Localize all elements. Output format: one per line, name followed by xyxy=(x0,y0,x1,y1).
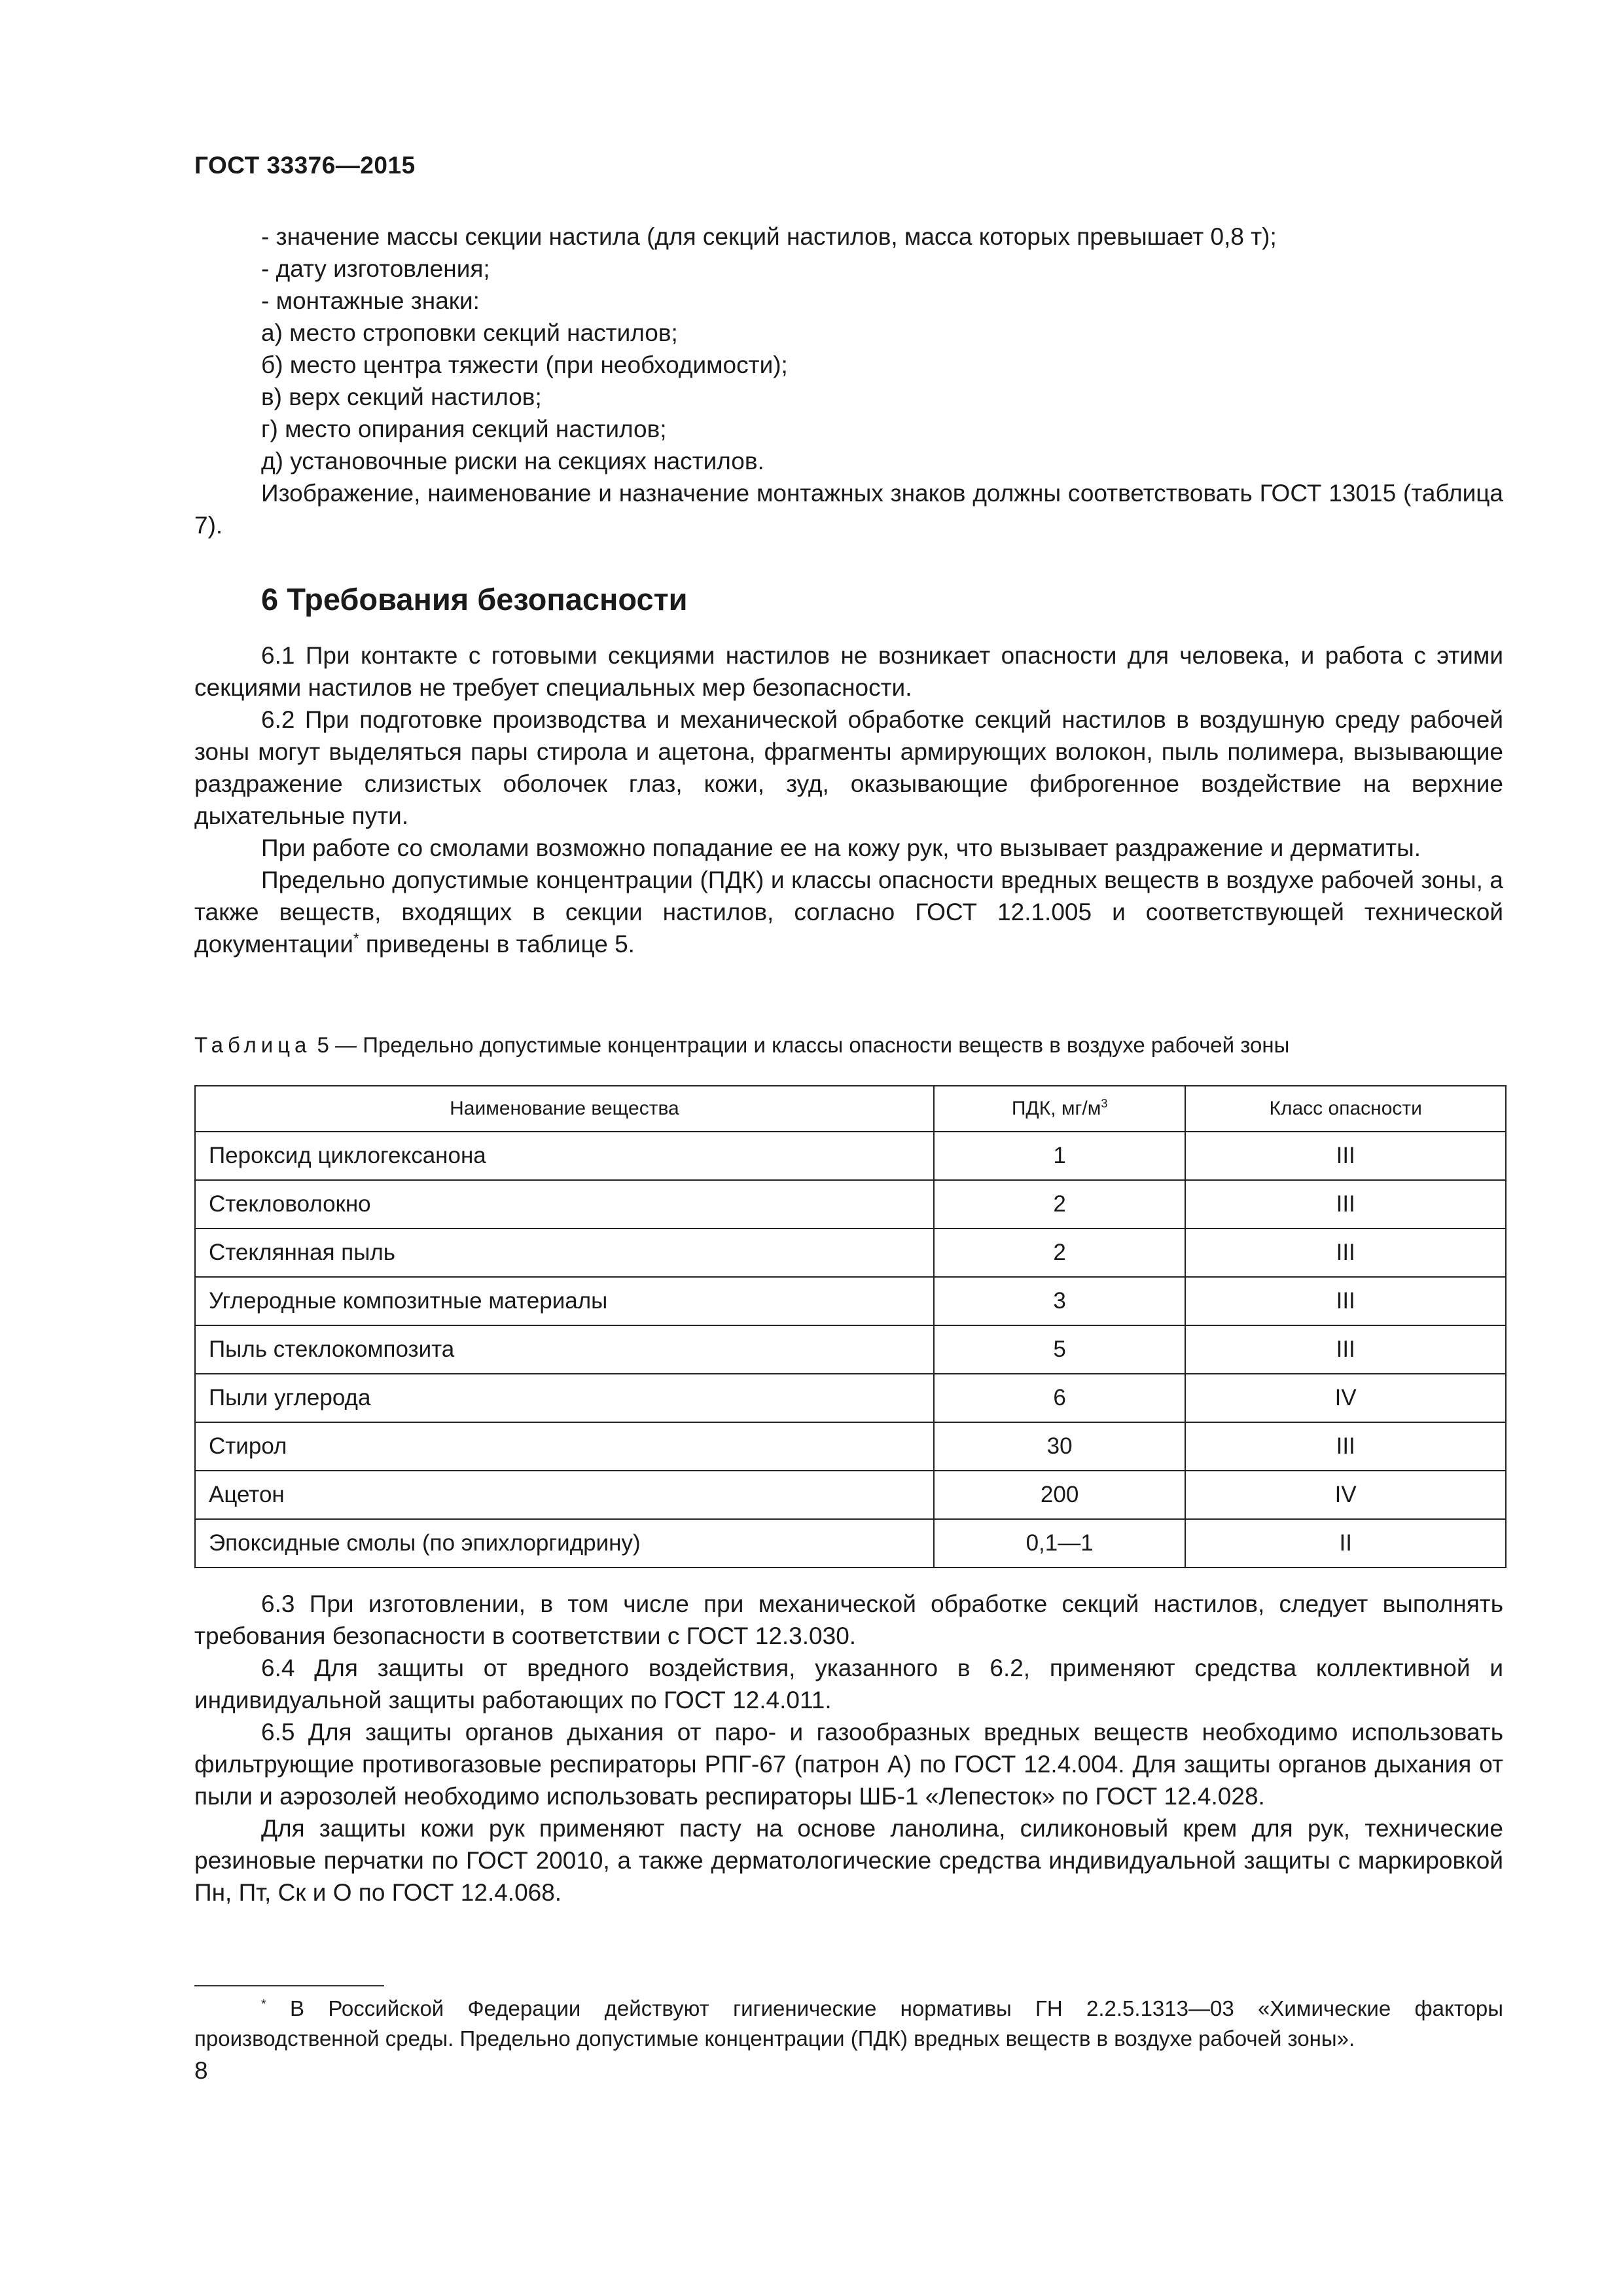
cell-pdk: 200 xyxy=(934,1471,1186,1519)
list-item: в) верх секций настилов; xyxy=(261,384,542,410)
table-caption-text: 5 — Предельно допустимые концентрации и классы опасности веществ в воздухе рабочей зоны xyxy=(311,1033,1290,1057)
paragraph-pdk xyxy=(194,864,1503,960)
section-body-top xyxy=(194,639,1503,960)
table-caption xyxy=(194,1033,1289,1058)
column-header-pdk xyxy=(934,1086,1186,1132)
cell-class: III xyxy=(1185,1422,1506,1471)
cell-name: Ацетон xyxy=(195,1471,934,1519)
cell-class: III xyxy=(1185,1325,1506,1374)
cell-pdk: 2 xyxy=(934,1180,1186,1229)
cell-pdk: 5 xyxy=(934,1325,1186,1374)
column-header-name: Наименование вещества xyxy=(195,1086,934,1132)
section-title: 6 Требования безопасности xyxy=(261,582,688,617)
footnote-text: В Российской Федерации действуют гигиенические нормативы ГН 2.2.5.1313—03 «Химические факторы производственной среды. Предельно допустимые концентрации (ПДК) вредных веществ в воздухе рабочей зоны». xyxy=(194,1996,1503,2051)
cell-class: III xyxy=(1185,1180,1506,1229)
cell-class: IV xyxy=(1185,1374,1506,1422)
cell-class: III xyxy=(1185,1132,1506,1180)
cell-name: Пыли углерода xyxy=(195,1374,934,1422)
cell-pdk: 1 xyxy=(934,1132,1186,1180)
table-row xyxy=(195,1229,1506,1277)
paragraph: Изображение, наименование и назначение монтажных знаков должны соответствовать ГОСТ 13015 (таблица 7). xyxy=(194,480,1503,539)
table-row xyxy=(195,1132,1506,1180)
cell-pdk: 3 xyxy=(934,1277,1186,1325)
table-caption-label: Таблица xyxy=(194,1033,312,1057)
marking-note xyxy=(194,477,1503,541)
list-item: а) место строповки секций настилов; xyxy=(261,319,678,346)
paragraph-6-5: 6.5 Для защиты органов дыхания от паро- и газообразных вредных веществ необходимо использовать фильтрующие противогазовые респираторы РПГ-67 (патрон А) по ГОСТ 12.4.004. Для защиты органов дыхания от пыли и аэрозолей необходимо использовать респираторы ШБ-1 «Лепесток» по ГОСТ 12.4.028. xyxy=(194,1719,1503,1810)
table-row xyxy=(195,1277,1506,1325)
column-header-class: Класс опасности xyxy=(1185,1086,1506,1132)
cell-name: Пыль стеклокомпозита xyxy=(195,1325,934,1374)
cell-class: II xyxy=(1185,1519,1506,1568)
cell-name: Стирол xyxy=(195,1422,934,1471)
table-row xyxy=(195,1471,1506,1519)
footnote xyxy=(194,1994,1503,2054)
paragraph-pdk-tail: приведены в таблице 5. xyxy=(359,931,635,958)
paragraph-6-3: 6.3 При изготовлении, в том числе при механической обработке секций настилов, следует выполнять требования безопасности в соответствии с ГОСТ 12.3.030. xyxy=(194,1590,1503,1649)
list-item: - дату изготовления; xyxy=(261,255,490,282)
table-5 xyxy=(194,1085,1507,1568)
document-page xyxy=(194,0,1503,2296)
paragraph-6-1: 6.1 При контакте с готовыми секциями настилов не возникает опасности для человека, и работа с этими секциями настилов не требует специальных мер безопасности. xyxy=(194,642,1503,701)
cell-pdk: 30 xyxy=(934,1422,1186,1471)
list-item: г) место опирания секций настилов; xyxy=(261,416,667,442)
cell-pdk: 6 xyxy=(934,1374,1186,1422)
table-row xyxy=(195,1325,1506,1374)
cell-pdk: 0,1—1 xyxy=(934,1519,1186,1568)
cell-name: Эпоксидные смолы (по эпихлоргидрину) xyxy=(195,1519,934,1568)
paragraph-resins: При работе со смолами возможно попадание ее на кожу рук, что вызывает раздражение и дерматиты. xyxy=(261,834,1421,861)
list-item: б) место центра тяжести (при необходимости); xyxy=(261,351,788,378)
cell-name: Стеклянная пыль xyxy=(195,1229,934,1277)
table-header-row xyxy=(195,1086,1506,1132)
paragraph-pdk-text: Предельно допустимые концентрации (ПДК) и классы опасности вредных веществ в воздухе рабочей зоны, а также веществ, входящих в секции настилов, согласно ГОСТ 12.1.005 и соответствующей технической документации xyxy=(194,867,1503,958)
column-header-pdk-sup: 3 xyxy=(1101,1097,1108,1110)
footnote-paragraph xyxy=(194,1994,1503,2054)
cell-class: III xyxy=(1185,1229,1506,1277)
footnote-mark: * xyxy=(261,1997,266,2011)
marking-list xyxy=(194,221,1570,477)
cell-name: Углеродные композитные материалы xyxy=(195,1277,934,1325)
footnote-divider xyxy=(194,1985,384,1986)
cell-class: IV xyxy=(1185,1471,1506,1519)
cell-name: Пероксид циклогексанона xyxy=(195,1132,934,1180)
paragraph-skin: Для защиты кожи рук применяют пасту на основе ланолина, силиконовый крем для рук, технические резиновые перчатки по ГОСТ 20010, а также дерматологические средства индивидуальной защиты с маркировкой Пн, Пт, Ск и О по ГОСТ 12.4.068. xyxy=(194,1815,1503,1906)
list-item: д) установочные риски на секциях настилов. xyxy=(261,448,764,475)
section-body-bottom xyxy=(194,1588,1503,1909)
cell-pdk: 2 xyxy=(934,1229,1186,1277)
list-item: - значение массы секции настила (для секций настилов, масса которых превышает 0,8 т); xyxy=(261,223,1277,250)
paragraph-6-4: 6.4 Для защиты от вредного воздействия, указанного в 6.2, применяют средства коллективной и индивидуальной защиты работающих по ГОСТ 12.4.011. xyxy=(194,1655,1503,1713)
cell-name: Стекловолокно xyxy=(195,1180,934,1229)
list-item: - монтажные знаки: xyxy=(261,287,480,314)
table-row xyxy=(195,1519,1506,1568)
footnote-ref: * xyxy=(353,930,359,947)
document-header: ГОСТ 33376—2015 xyxy=(194,152,416,179)
column-header-pdk-text: ПДК, мг/м xyxy=(1011,1098,1101,1119)
table-row xyxy=(195,1374,1506,1422)
paragraph-6-2: 6.2 При подготовке производства и механической обработке секций настилов в воздушную среду рабочей зоны могут выделяться пары стирола и ацетона, фрагменты армирующих волокон, пыль полимера, вызывающие раздражение слизистых оболочек глаз, кожи, зуд, оказывающие фиброгенное воздействие на верхние дыхательные пути. xyxy=(194,706,1503,829)
table-row xyxy=(195,1422,1506,1471)
page-number: 8 xyxy=(194,2057,208,2084)
cell-class: III xyxy=(1185,1277,1506,1325)
table-row xyxy=(195,1180,1506,1229)
